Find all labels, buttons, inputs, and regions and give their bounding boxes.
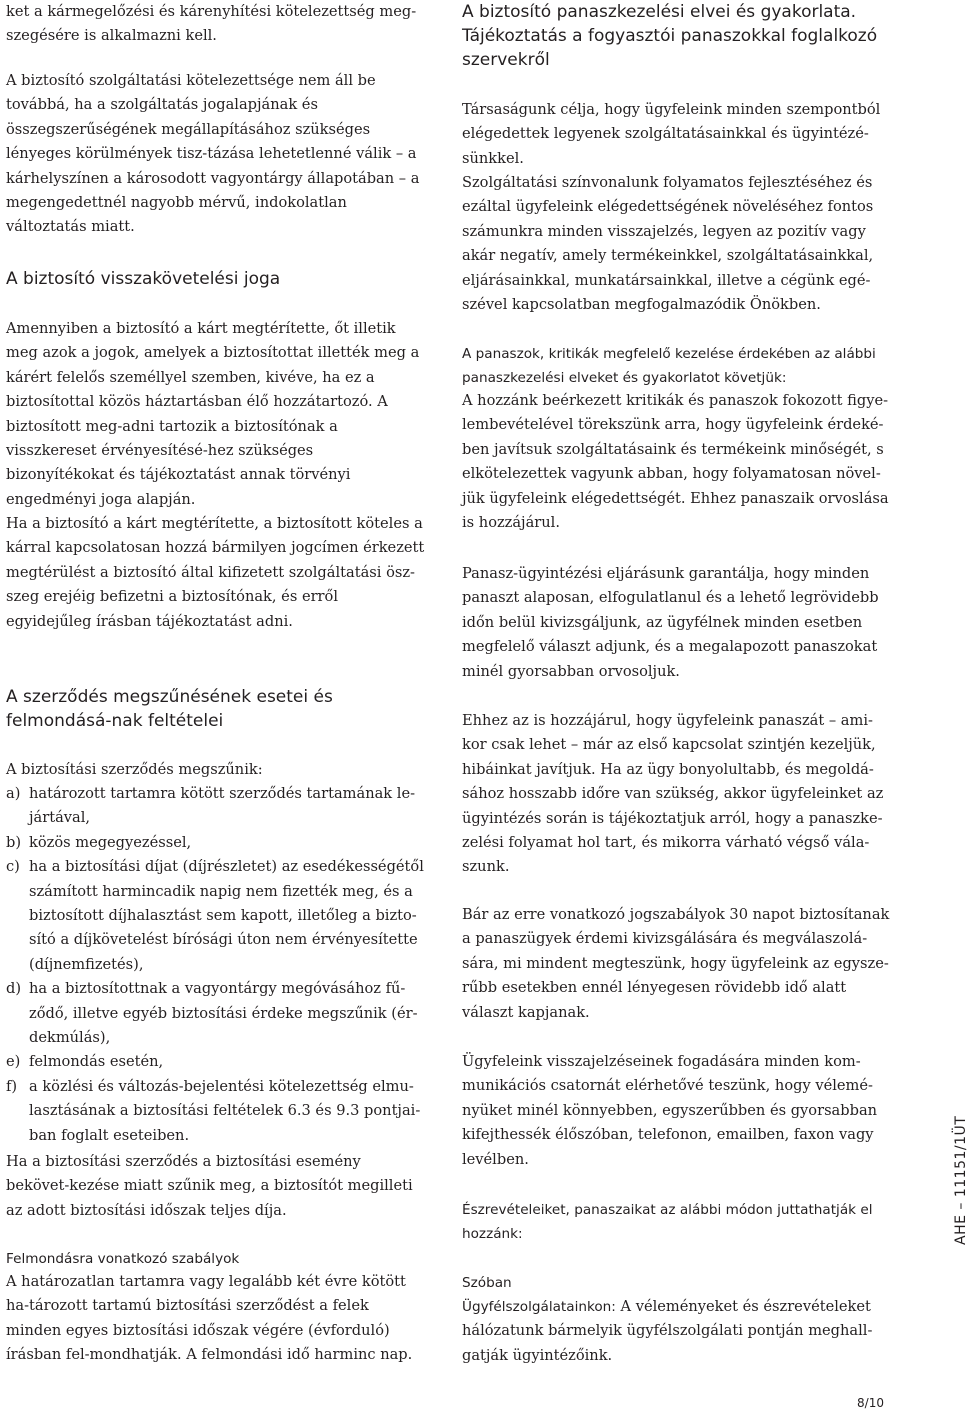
list-item-text: a közlési és változás-bejelentési kötelezettség elmu-lasztásának a biztosítási feltételek 6.3 és 9.3 pontjai-ban foglalt eseteiben.	[29, 1077, 421, 1144]
list-item	[6, 1075, 426, 1148]
paragraph: A hozzánk beérkezett kritikák és panaszok fokozott figye-lembevételével törekszünk arra, hogy ügyfeleink érdeké-ben javítsuk szolgáltatásaink és termékeink minőségét, s elkötelezettek vagyunk abban, hogy folyamatosan növel-jük ügyfeleink elégedettségét. Ehhez panaszaik orvoslása is hozzájárul.	[462, 392, 889, 532]
document-code: AHE – 11151/1ÜT	[953, 1115, 969, 1245]
subsection-heading: A panaszok, kritikák megfelelő kezelése érdekében az alábbi panaszkezelési elveket és gyakorlatot követjük:	[462, 346, 876, 386]
paragraph: Panasz-ügyintézési eljárásunk garantálja, hogy minden panaszt alaposan, elfogulatlanul és a lehető legrövidebb időn belül kivizsgáljunk, az ügyfélnek minden esetben megfelelő választ adjunk, és a megalapozott panaszokat minél gyorsabban orvosoljuk.	[462, 565, 879, 680]
list-item-text: határozott tartamra kötött szerződés tartamának le-jártával,	[29, 785, 416, 827]
paragraph: Szolgáltatási színvonalunk folyamatos fejlesztéséhez és ezáltal ügyfeleink elégedettségének növeléséhez fontos számunkra minden visszajelzés, legyen az pozitív vagy akár negatív, amely termékeinkkel, szolgáltatásainkkal, eljárásainkkal, munkatársainkkal, illetve a cégünk egé-szével kapcsolatban megfogalmazódik Önökben.	[462, 174, 874, 314]
paragraph: Társaságunk célja, hogy ügyfeleink minden szempontból elégedettek legyenek szolgáltatásainkkal és ügyintézé-sünkkel.	[462, 101, 881, 167]
paragraph: A biztosító szolgáltatási kötelezettsége nem áll be továbbá, ha a szolgáltatás jogalapjának és összegszerűségének megállapításához szükséges lényeges körülmények tisz-tázása lehetetlenné válik – a kárhelyszínen a károsodott vagyontárgy állapotában – a megengedettnél nagyobb mérvű, indokolatlan változtatás miatt.	[6, 72, 420, 236]
list-item	[6, 831, 426, 855]
paragraph: Ha a biztosító a kárt megtérítette, a biztosított köteles a kárral kapcsolatosan hozzá bármilyen jogcímen érkezett megtérülést a biztosító által kifizetett szolgáltatási ösz-szeg erejéig befizetni a biztosítónak, és erről egyidejűleg írásban tájékoztatást adni.	[6, 515, 425, 630]
list-item	[6, 1050, 426, 1074]
section-heading: A biztosító visszakövetelési joga	[6, 269, 281, 289]
list-marker: f)	[6, 1077, 18, 1095]
list-marker: d)	[6, 980, 22, 998]
list-item-text: felmondás esetén,	[29, 1053, 164, 1071]
list-item-text: ha a biztosítási díjat (díjrészletet) az esedékességétől számított harmincadik napig nem fizették meg, és a biztosított díjhalasztást sem kapott, illetőleg a bizto-sító a díjkövetelést bírósági úton nem érvényesítette (díjnemfizetés),	[29, 858, 424, 973]
termination-list	[6, 782, 426, 1148]
paragraph: Ügyfeleink visszajelzéseinek fogadására minden kom-munikációs csatornát elérhetővé teszünk, hogy vélemé-nyüket minél könnyebben, egyszerűbben és gyorsabban kifejthessék élőszóban, telefonon, emailben, faxon vagy levélben.	[462, 1053, 878, 1168]
subsection-heading: Szóban	[462, 1275, 512, 1291]
paragraph: Ha a biztosítási szerződés a biztosítási esemény bekövet-kezése miatt szűnik meg, a biztosítót megilleti az adott biztosítási időszak teljes díja.	[6, 1153, 413, 1219]
paragraph: Amennyiben a biztosító a kárt megtérítette, őt illetik meg azok a jogok, amelyek a biztosítottat illették meg a kárért felelős személlyel szemben, kivéve, ha ez a biztosítottal közös háztartásban élő hozzátartozó. A biztosított meg-adni tartozik a biztosítónak a visszkereset érvényesítésé-hez szükséges bizonyítékokat és tájékoztatást annak törvényi engedményi joga alapján.	[6, 320, 420, 508]
list-item	[6, 782, 426, 831]
list-marker: e)	[6, 1053, 21, 1071]
paragraph	[462, 1295, 890, 1368]
subsection-heading: Felmondásra vonatkozó szabályok	[6, 1251, 240, 1267]
section-heading: A biztosító panaszkezelési elvei és gyakorlata. Tájékoztatás a fogyasztói panaszokkal foglalkozó szervekről	[462, 2, 878, 70]
list-marker: c)	[6, 858, 20, 876]
paragraph-text: A véleményeket és észrevételeket hálózatunk bármelyik ügyfélszolgálati pontján meghall-gatják ügyintézőink.	[462, 1298, 873, 1364]
list-marker: a)	[6, 785, 21, 802]
paragraph: Bár az erre vonatkozó jogszabályok 30 napot biztosítanak a panaszügyek érdemi kivizsgálására és megválaszolá-sára, mi mindent megteszünk, hogy ügyfeleink az egysze-rűbb esetekben ennél lényegesen rövidebb idő alatt választ kapjanak.	[462, 906, 890, 1021]
paragraph: ket a kármegelőzési és kárenyhítési kötelezettség meg-szegésére is alkalmazni kell.	[6, 3, 417, 45]
list-item-text: közös megegyezéssel,	[29, 833, 192, 851]
list-marker: b)	[6, 833, 22, 851]
paragraph: A határozatlan tartamra vagy legalább két évre kötött ha-tározott tartamú biztosítási szerződést a felek minden egyes biztosítási időszak végére (évforduló) írásban fel-mondhatják. A felmondási idő harminc nap.	[6, 1273, 413, 1364]
paragraph: Ehhez az is hozzájárul, hogy ügyfeleink panaszát – ami-kor csak lehet – már az első kapcsolat szintjén kezeljük, hibáinkat javítjuk. Ha az ügy bonyolultabb, és megoldá-sához hosszabb időre van szükség, akkor ügyfeleinket az ügyintézés során is tájékoztatjuk arról, hogy a panaszke-zelési folyamat hol tart, és mikorra várható végső vála-szunk.	[462, 712, 884, 876]
label-customer-service: Ügyfélszolgálatainkon:	[462, 1299, 616, 1315]
subsection-heading: Észrevételeiket, panaszaikat az alábbi módon juttathatják el hozzánk:	[462, 1202, 873, 1242]
paragraph: A biztosítási szerződés megszűnik:	[6, 761, 263, 778]
list-item-text: ha a biztosítottnak a vagyontárgy megóvásához fű-ződő, illetve egyéb biztosítási érdeke megszűnik (ér-dekmúlás),	[29, 980, 418, 1047]
page-number: 8/10	[857, 1396, 884, 1410]
section-heading: A szerződés megszűnésének esetei és felmondásá-nak feltételei	[6, 687, 333, 731]
list-item	[6, 977, 426, 1050]
list-item	[6, 855, 426, 977]
